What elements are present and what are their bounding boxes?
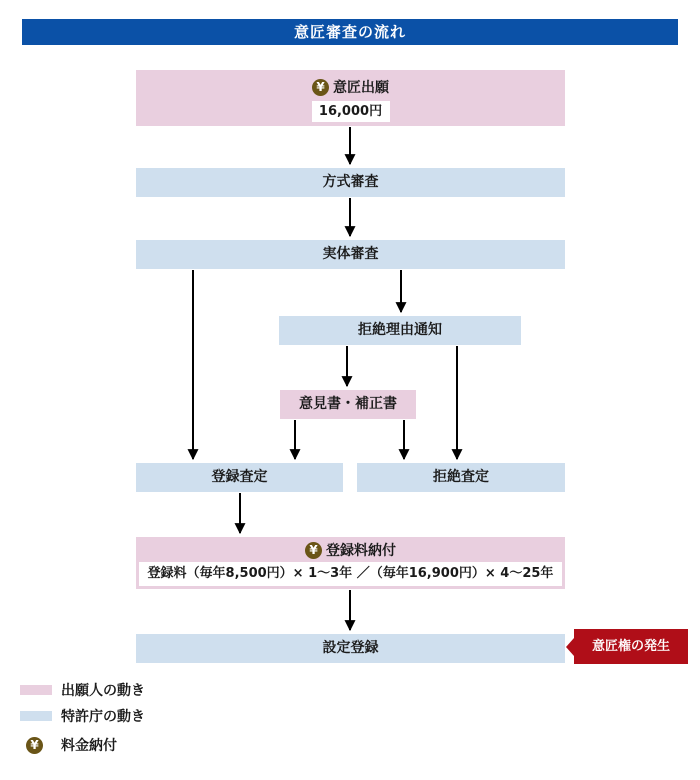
legend-applicant-label: 出願人の動き bbox=[61, 683, 145, 699]
registration-fee-detail: 登録料（毎年8,500円）× 1～3年 ／（毎年16,900円）× 4～25年 bbox=[139, 562, 562, 586]
formality-exam-label: 方式審査 bbox=[322, 174, 379, 190]
flow-box-substantive-exam bbox=[136, 240, 565, 269]
legend-item-payment bbox=[20, 736, 117, 754]
flow-box-formality-exam bbox=[136, 168, 565, 197]
opinion-amendment-label: 意見書・補正書 bbox=[299, 396, 397, 412]
application-fee: 16,000円 bbox=[312, 101, 390, 122]
application-label: 意匠出願 bbox=[333, 80, 389, 96]
establishment-registration-label: 設定登録 bbox=[322, 640, 379, 656]
registration-decision-label: 登録査定 bbox=[211, 469, 268, 485]
flow-box-rejection-decision bbox=[357, 463, 565, 492]
yen-icon: ¥ bbox=[305, 542, 322, 559]
yen-icon: ¥ bbox=[312, 79, 329, 96]
rejection-notice-label: 拒絶理由通知 bbox=[358, 322, 442, 338]
yen-icon: ¥ bbox=[26, 737, 43, 754]
jpo-color-swatch bbox=[20, 711, 52, 721]
page-title: 意匠審査の流れ bbox=[293, 23, 406, 41]
flow-box-registration-fee-payment bbox=[136, 537, 565, 589]
flow-box-registration-decision bbox=[136, 463, 343, 492]
legend-item-applicant bbox=[20, 681, 145, 699]
substantive-exam-label: 実体審査 bbox=[322, 246, 379, 262]
design-right-callout-label: 意匠権の発生 bbox=[591, 639, 670, 654]
flow-box-application bbox=[136, 70, 565, 126]
design-right-callout bbox=[574, 629, 688, 664]
legend-item-jpo bbox=[20, 707, 145, 725]
registration-fee-payment-label: 登録料納付 bbox=[326, 543, 396, 559]
legend-jpo-label: 特許庁の動き bbox=[61, 709, 145, 725]
applicant-color-swatch bbox=[20, 685, 52, 695]
rejection-decision-label: 拒絶査定 bbox=[433, 469, 489, 485]
page-title-bar bbox=[22, 19, 678, 45]
legend-payment-label: 料金納付 bbox=[61, 738, 117, 754]
flow-box-rejection-notice bbox=[279, 316, 521, 345]
flow-box-establishment-registration bbox=[136, 634, 565, 663]
flow-box-opinion-amendment bbox=[280, 390, 416, 419]
